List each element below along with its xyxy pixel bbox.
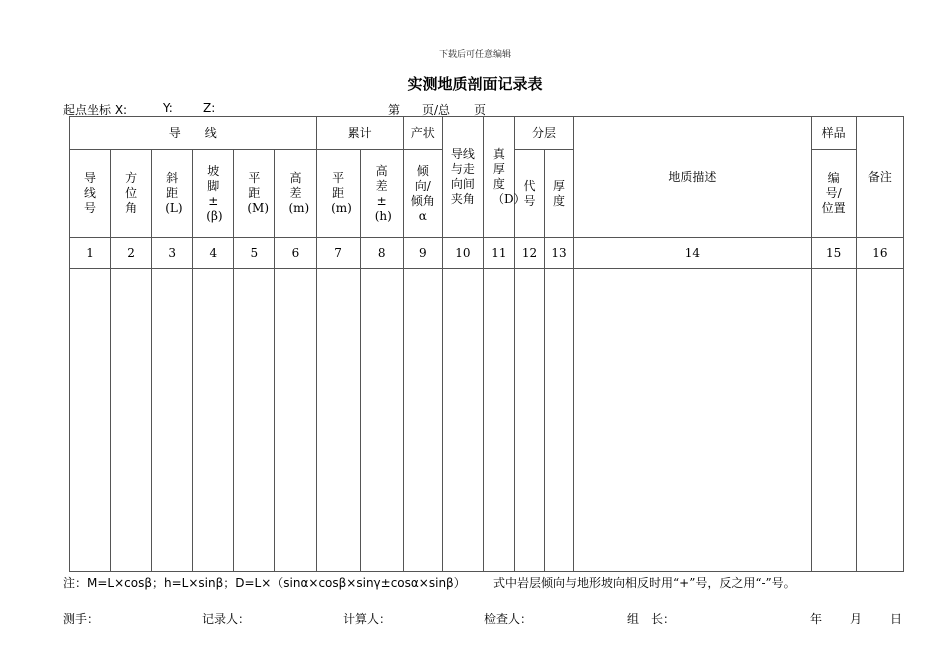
header-c13 bbox=[545, 150, 574, 238]
sign-ri: 日 bbox=[890, 612, 903, 626]
section-record-table bbox=[69, 116, 904, 572]
group-fenceng: 分层 bbox=[514, 117, 573, 150]
coord-x-label: 起点坐标 X: bbox=[63, 103, 128, 117]
sign-jiancharen: 检查人： bbox=[484, 612, 533, 626]
entry-cell-7[interactable] bbox=[316, 269, 360, 572]
col-num-10: 10 bbox=[442, 238, 483, 269]
header-c8 bbox=[360, 150, 403, 238]
note-formula: M=L×cosβ；h=L×sinβ；D=L×（sinα×cosβ×sinγ±cosα×sinβ） bbox=[87, 576, 466, 590]
header-c1 bbox=[70, 150, 111, 238]
entry-cell-3[interactable] bbox=[152, 269, 193, 572]
col-num-11: 11 bbox=[483, 238, 514, 269]
header-c2 bbox=[111, 150, 152, 238]
col-num-13: 13 bbox=[545, 238, 574, 269]
entry-cell-2[interactable] bbox=[111, 269, 152, 572]
column-number-row bbox=[70, 238, 904, 269]
col-num-16: 16 bbox=[856, 238, 903, 269]
col-num-2: 2 bbox=[111, 238, 152, 269]
col-num-9: 9 bbox=[403, 238, 442, 269]
sign-yue: 月 bbox=[850, 612, 863, 626]
col-num-6: 6 bbox=[275, 238, 316, 269]
entry-cell-15[interactable] bbox=[811, 269, 856, 572]
header-daoxian-angle bbox=[442, 117, 483, 238]
header-c7 bbox=[316, 150, 360, 238]
entry-cell-12[interactable] bbox=[514, 269, 544, 572]
sign-zuzhang: 组 长： bbox=[627, 612, 676, 626]
formula-note bbox=[63, 574, 796, 591]
header-c2-text: 方位角 bbox=[125, 171, 138, 216]
header-c4-text: 坡脚±(β) bbox=[206, 163, 223, 223]
header-c13-text: 厚度 bbox=[553, 178, 566, 208]
header-c3-text: 斜距(L) bbox=[165, 171, 183, 216]
header-c12-text: 代号 bbox=[523, 178, 536, 208]
entry-cell-16[interactable] bbox=[856, 269, 903, 572]
col-num-1: 1 bbox=[70, 238, 111, 269]
header-zhen-houdu-text: 真厚度（D） bbox=[491, 147, 526, 207]
sign-jiluren: 记录人： bbox=[202, 612, 251, 626]
entry-cell-14[interactable] bbox=[574, 269, 812, 572]
col-num-15: 15 bbox=[811, 238, 856, 269]
header-note: 下载后可任意编辑 bbox=[438, 50, 511, 60]
entry-cell-11[interactable] bbox=[483, 269, 514, 572]
sign-cehsou: 测手： bbox=[63, 612, 100, 626]
header-c9-text: 倾向/倾角α bbox=[410, 163, 435, 223]
entry-cell-5[interactable] bbox=[234, 269, 275, 572]
header-c6-text: 高差(m) bbox=[288, 171, 310, 216]
header-daoxian-angle-text: 导线与走向间夹角 bbox=[450, 147, 475, 207]
header-c8-text: 高差±(h) bbox=[374, 163, 392, 223]
group-daoxian: 导 线 bbox=[70, 117, 317, 150]
note-sign-rule: 式中岩层倾向与地形坡向相反时用“+”号，反之用“-”号。 bbox=[493, 576, 796, 590]
header-c15 bbox=[811, 150, 856, 238]
col-num-5: 5 bbox=[234, 238, 275, 269]
header-c4 bbox=[193, 150, 234, 238]
page-ye-zong: 页/总 bbox=[422, 103, 451, 117]
coord-z-label: Z: bbox=[203, 101, 216, 115]
col-num-14: 14 bbox=[574, 238, 812, 269]
header-c9 bbox=[403, 150, 442, 238]
header-c7-text: 平距(m) bbox=[331, 171, 352, 216]
header-c3 bbox=[152, 150, 193, 238]
sign-jisuanren: 计算人： bbox=[343, 612, 392, 626]
col-num-12: 12 bbox=[514, 238, 544, 269]
entry-cell-1[interactable] bbox=[70, 269, 111, 572]
header-zhen-houdu bbox=[483, 117, 526, 238]
header-beizhu: 备注 bbox=[856, 117, 903, 238]
page-di: 第 bbox=[388, 103, 401, 117]
entry-cell-6[interactable] bbox=[275, 269, 316, 572]
header-c5 bbox=[234, 150, 275, 238]
group-leiji: 累计 bbox=[316, 117, 403, 150]
page-title: 实测地质剖面记录表 bbox=[407, 75, 543, 93]
page-ye: 页 bbox=[474, 103, 487, 117]
entry-cell-9[interactable] bbox=[403, 269, 442, 572]
col-num-3: 3 bbox=[152, 238, 193, 269]
header-c1-text: 导线号 bbox=[84, 171, 97, 216]
note-prefix: 注： bbox=[63, 576, 88, 590]
coord-y-label: Y: bbox=[163, 101, 173, 115]
header-c15-text: 编号/位置 bbox=[821, 171, 846, 216]
entry-area-row bbox=[70, 269, 904, 572]
entry-cell-4[interactable] bbox=[193, 269, 234, 572]
col-num-8: 8 bbox=[360, 238, 403, 269]
entry-cell-13[interactable] bbox=[545, 269, 574, 572]
header-c6 bbox=[275, 150, 316, 238]
header-dizhi-miaoshu: 地质描述 bbox=[574, 117, 812, 238]
header-c5-text: 平距(M) bbox=[247, 171, 269, 216]
col-num-4: 4 bbox=[193, 238, 234, 269]
entry-cell-8[interactable] bbox=[360, 269, 403, 572]
sign-nian: 年 bbox=[810, 612, 823, 626]
entry-cell-10[interactable] bbox=[442, 269, 483, 572]
group-yangpin: 样品 bbox=[811, 117, 856, 150]
col-num-7: 7 bbox=[316, 238, 360, 269]
group-chanzhuang: 产状 bbox=[403, 117, 442, 150]
